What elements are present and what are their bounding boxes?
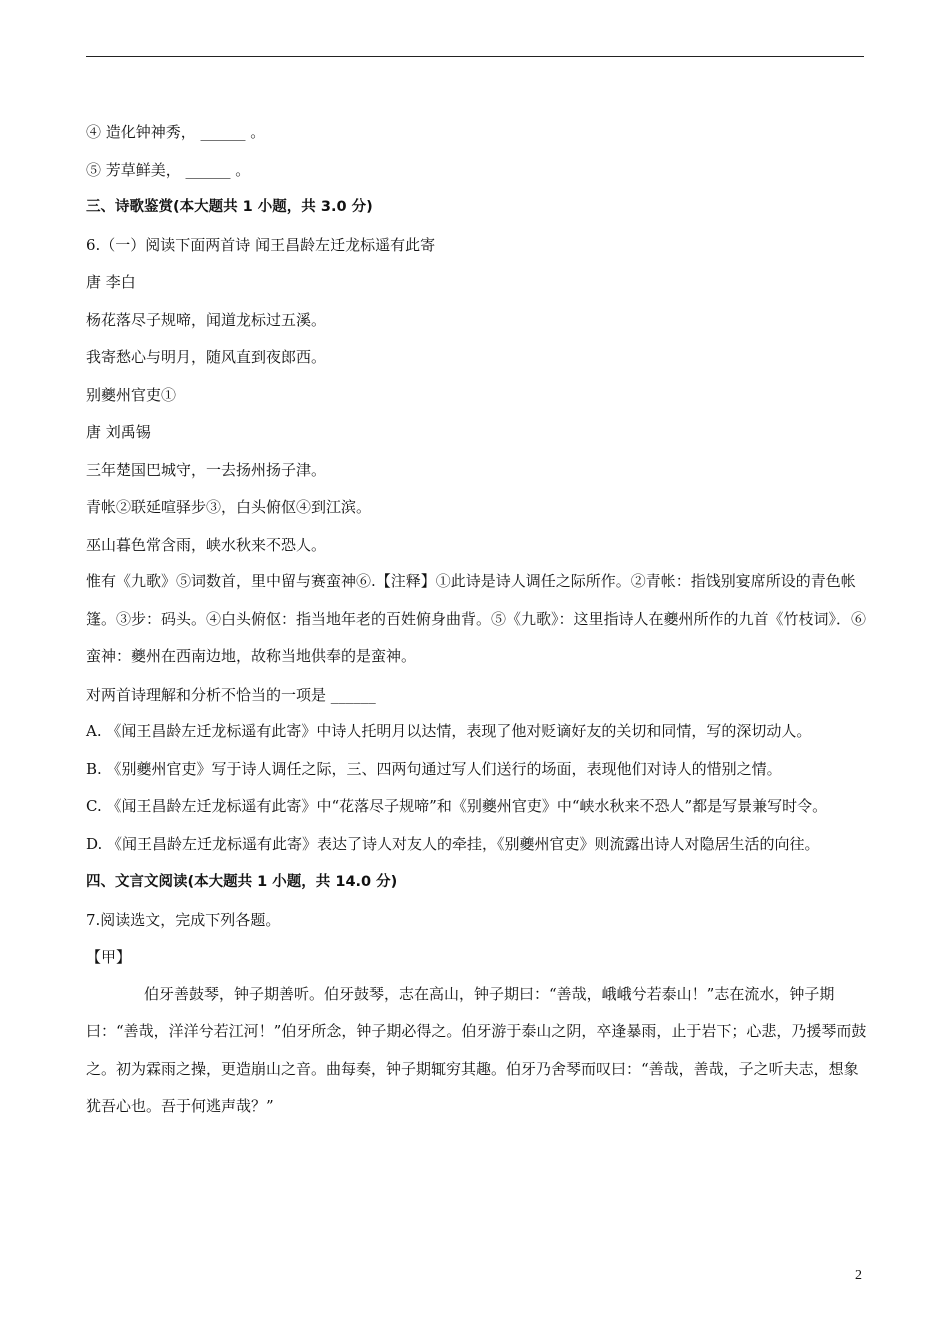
q5-item-4: ④ 造化钟神秀， ______ 。 [86,123,266,141]
page-content [86,122,868,1126]
q6-line: 唐 刘禹锡 [86,423,151,441]
q6-option-d: D. 《闻王昌龄左迁龙标遥有此寄》表达了诗人对友人的牵挂，《别夔州官吏》则流露出诗人对隐居生活的向往。 [86,834,820,853]
q6-option-a: A. 《闻王昌龄左迁龙标遥有此寄》中诗人托明月以达情，表现了他对贬谪好友的关切和同情，写的深切动人。 [86,722,812,741]
q6-line: 巫山暮色常含雨，峡水秋来不恐人。 [86,535,327,554]
q6-question: 对两首诗理解和分析不恰当的一项是 ______ [86,685,376,704]
q6-line: 三年楚国巴城守，一去扬州扬子津。 [86,460,327,479]
q6-line: 别夔州官吏① [86,385,177,404]
q7-passage: 伯牙善鼓琴，钟子期善听。伯牙鼓琴，志在高山，钟子期曰：“善哉，峨峨兮若泰山！”志在流水，钟子期曰：“善哉，洋洋兮若江河！”伯牙所念，钟子期必得之。伯牙游于泰山之阴，卒逢暴雨，止于岩下；心悲，乃援琴而鼓之。初为霖雨之操，更造崩山之音。曲每奏，钟子期辄穷其趣。伯牙乃舍琴而叹曰：“善哉，善哉，子之听夫志，想象犹吾心也。吾于何逃声哉？” [86,984,867,1116]
q6-line: 6.（一）阅读下面两首诗 闻王昌龄左迁龙标遥有此寄 [86,235,436,254]
q6-option-b: B. 《别夔州官吏》写于诗人调任之际，三、四两句通过写人们送行的场面，表现他们对诗人的惜别之情。 [86,759,782,778]
page-number: 2 [855,1268,862,1283]
q6-line: 唐 李白 [86,273,136,291]
q5-item-5: ⑤ 芳草鲜美， ______ 。 [86,160,251,179]
q6-line: 青帐②联延喧驿步③，白头俯伛④到江滨。 [86,498,372,516]
q6-option-c: C. 《闻王昌龄左迁龙标遥有此寄》中“花落尽子规啼”和《别夔州官吏》中“峡水秋来不恐人”都是写景兼写时令。 [86,797,828,816]
section4-heading: 四、文言文阅读(本大题共 1 小题，共 14.0 分) [86,874,398,890]
q6-line: 杨花落尽子规啼，闻道龙标过五溪。 [86,310,327,329]
section3-heading: 三、诗歌鉴赏(本大题共 1 小题，共 3.0 分) [86,199,373,215]
q6-line: 我寄愁心与明月，随风直到夜郎西。 [86,348,327,366]
header-rule [86,56,864,57]
q6-note: 惟有《九歌》⑤词数首，里中留与赛蛮神⑥.【注释】①此诗是诗人调任之际所作。②青帐：指饯别宴席所设的青色帐篷。③步：码头。④白头俯伛：指当地年老的百姓俯身曲背。⑤《九歌》：这里指诗人在夔州所作的九首《竹枝词》．⑥蛮神：夔州在西南边地，故称当地供奉的是蛮神。 [86,572,867,666]
q7-intro: 7.阅读选文，完成下列各题。 [86,910,281,929]
q7-label: 【甲】 [86,948,132,966]
